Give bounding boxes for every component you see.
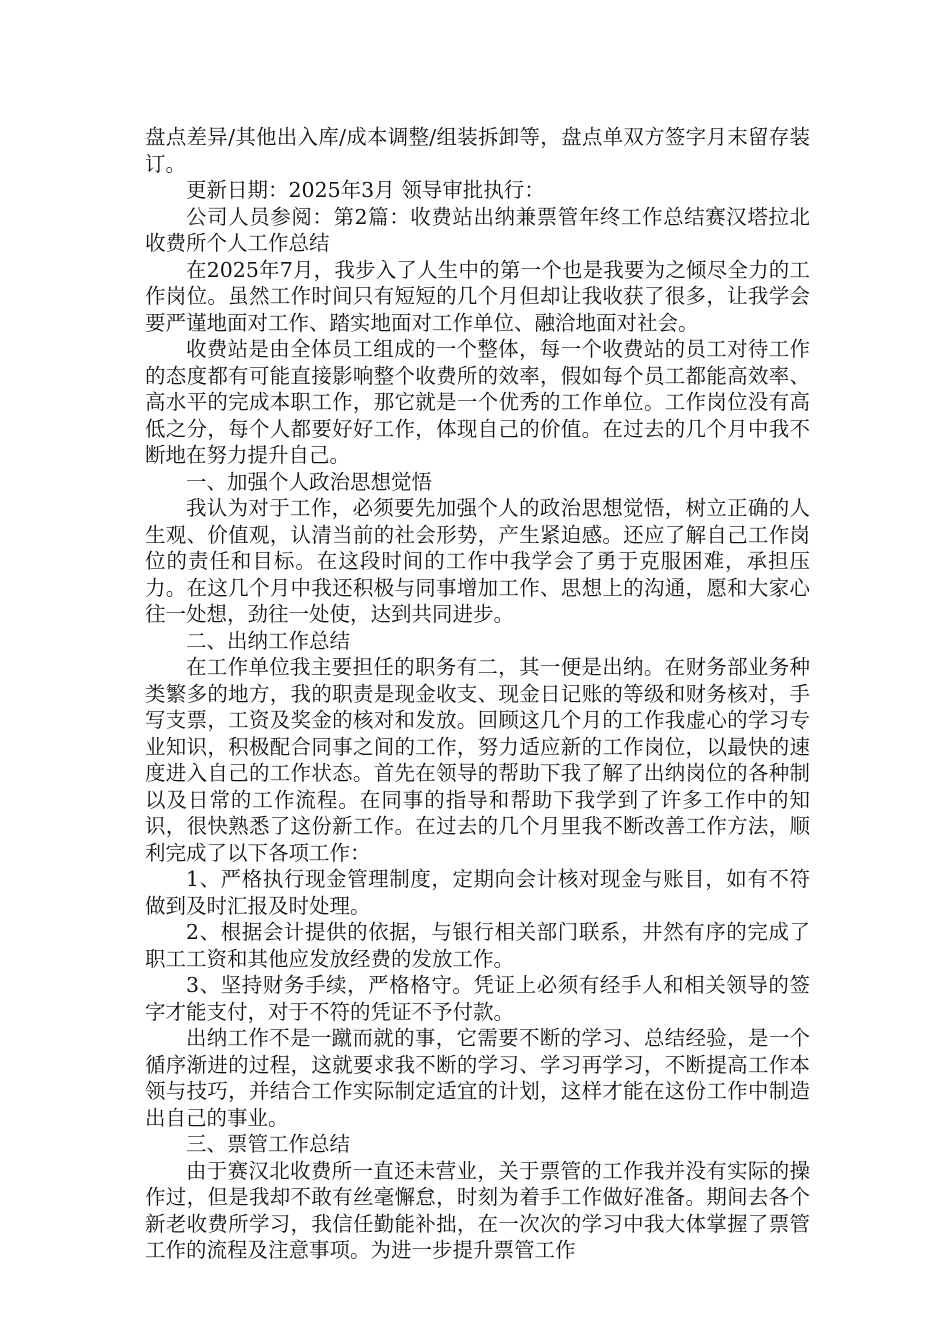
- paragraph-2: 更新日期：2025年3月 领导审批执行：: [186, 178, 545, 202]
- section-heading-1: 一、加强个人政治思想觉悟: [186, 469, 432, 494]
- paragraph-1: 盘点差异/其他出入库/成本调整/组装拆卸等，盘点单双方签字月末留存装订。: [145, 125, 810, 176]
- paragraph-7: 在工作单位我主要担任的职务有二，其一便是出纳。在财务部业务种类繁多的地方，我的职责是现金收支、现金日记账的等级和财务核对，手写支票，工资及奖金的核对和发放。回顾这几个月的工作我虚心的学习专业知识，积极配合同事之间的工作，努力适应新的工作岗位，以最快的速度进入自己的工作状态。首先在领导的帮助下我了解了出纳岗位的各种制以及日常的工作流程。在同事的指导和帮助下我学到了许多工作中的知识，很快熟悉了这份新工作。在过去的几个月里我不断改善工作方法，顺利完成了以下各项工作：: [145, 655, 810, 865]
- list-item-2: 2、根据会计提供的依据，与银行相关部门联系，井然有序的完成了职工工资和其他应发放经费的发放工作。: [145, 920, 810, 971]
- paragraph-6: 我认为对于工作，必须要先加强个人的政治思想觉悟，树立正确的人生观、价值观，认清当前的社会形势，产生紧迫感。还应了解自己工作岗位的责任和目标。在这段时间的工作中我学会了勇于克服困难，承担压力。在这几个月中我还积极与同事增加工作、思想上的沟通，愿和大家心往一处想，劲往一处使，达到共同进步。: [145, 496, 810, 626]
- paragraph-5: 收费站是由全体员工组成的一个整体，每一个收费站的员工对待工作的态度都有可能直接影响整个收费所的效率，假如每个员工都能高效率、高水平的完成本职工作，那它就是一个优秀的工作单位。工作岗位没有高低之分，每个人都要好好工作，体现自己的价值。在过去的几个月中我不断地在努力提升自己。: [145, 337, 810, 467]
- list-item-3: 3、坚持财务手续，严格格守。凭证上必须有经手人和相关领导的签字才能支付，对于不符的凭证不予付款。: [145, 973, 810, 1024]
- paragraph-4: 在2025年7月，我步入了人生中的第一个也是我要为之倾尽全力的工作岗位。虽然工作时间只有短短的几个月但却让我收获了很多，让我学会要严谨地面对工作、踏实地面对工作单位、融洽地面对社会。: [145, 257, 810, 335]
- list-item-1: 1、严格执行现金管理制度，定期向会计核对现金与账目，如有不符做到及时汇报及时处理。: [145, 867, 810, 918]
- paragraph-3: 公司人员参阅：第2篇：收费站出纳兼票管年终工作总结赛汉塔拉北收费所个人工作总结: [145, 204, 810, 255]
- document-page: [145, 124, 810, 1264]
- section-heading-3: 三、票管工作总结: [186, 1132, 350, 1156]
- paragraph-8: 出纳工作不是一蹴而就的事，它需要不断的学习、总结经验，是一个循序渐进的过程，这就要求我不断的学习、学习再学习，不断提高工作本领与技巧，并结合工作实际制定适宜的计划，这样才能在这份工作中制造出自己的事业。: [145, 1026, 810, 1130]
- section-heading-2: 二、出纳工作总结: [186, 628, 350, 653]
- paragraph-9: 由于赛汉北收费所一直还未营业，关于票管的工作我并没有实际的操作过，但是我却不敢有丝毫懈怠，时刻为着手工作做好准备。期间去各个新老收费所学习，我信任勤能补拙，在一次次的学习中我大体掌握了票管工作的流程及注意事项。为进一步提升票管工作: [145, 1158, 810, 1262]
